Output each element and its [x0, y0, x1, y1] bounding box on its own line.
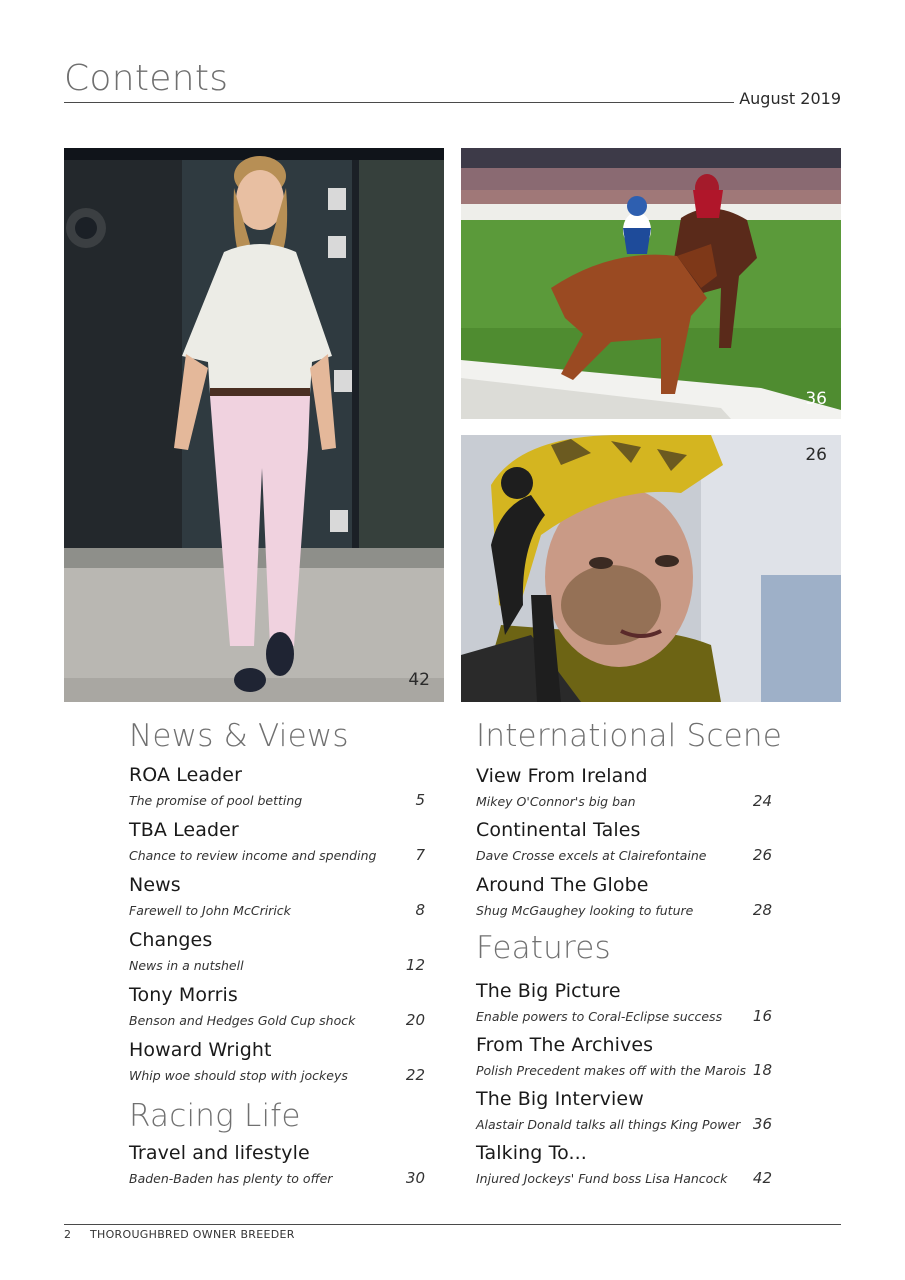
- entry-description: Benson and Hedges Gold Cup shock: [129, 1013, 356, 1028]
- entry-title: Around The Globe: [476, 874, 649, 896]
- contents-entry[interactable]: [129, 984, 425, 1029]
- racing-photo-image: [461, 148, 841, 419]
- entry-page-number: 26: [752, 846, 772, 864]
- entry-page-number: 20: [405, 1011, 425, 1029]
- entry-title: Travel and lifestyle: [129, 1142, 310, 1164]
- entry-description: Chance to review income and spending: [129, 848, 377, 863]
- entry-page-number: 36: [752, 1115, 772, 1133]
- section-heading-international-scene: International Scene: [476, 718, 783, 754]
- contents-entry[interactable]: [129, 1142, 425, 1187]
- entry-description: Whip woe should stop with jockeys: [129, 1068, 348, 1083]
- entry-page-number: 28: [752, 901, 772, 919]
- entry-title: The Big Interview: [476, 1088, 644, 1110]
- entry-description: Injured Jockeys' Fund boss Lisa Hancock: [476, 1171, 728, 1186]
- entry-description: Farewell to John McCririck: [129, 903, 291, 918]
- contents-entry[interactable]: [476, 819, 772, 864]
- entry-title: TBA Leader: [129, 819, 239, 841]
- section-heading-features: Features: [476, 930, 611, 966]
- entry-title: Continental Tales: [476, 819, 641, 841]
- entry-description: The promise of pool betting: [129, 793, 303, 808]
- contents-entry[interactable]: [476, 1142, 772, 1187]
- entry-title: Talking To...: [476, 1142, 587, 1164]
- contents-entry[interactable]: [129, 874, 425, 919]
- racing-photo-page-ref: 36: [805, 389, 827, 409]
- entry-page-number: 16: [752, 1007, 772, 1025]
- entry-page-number: 22: [405, 1066, 425, 1084]
- jockey-photo-page-ref: 26: [805, 445, 827, 465]
- issue-date: August 2019: [739, 89, 841, 108]
- owner-photo[interactable]: [64, 148, 444, 702]
- entry-description: Dave Crosse excels at Clairefontaine: [476, 848, 707, 863]
- entry-title: Changes: [129, 929, 213, 951]
- entry-title: News: [129, 874, 181, 896]
- entry-description: Alastair Donald talks all things King Power: [476, 1117, 741, 1132]
- owner-photo-page-ref: 42: [408, 670, 430, 690]
- entry-page-number: 5: [415, 791, 425, 809]
- entry-description: News in a nutshell: [129, 958, 244, 973]
- contents-entry[interactable]: [476, 765, 772, 810]
- entry-description: Enable powers to Coral-Eclipse success: [476, 1009, 723, 1024]
- entry-description: Shug McGaughey looking to future: [476, 903, 694, 918]
- contents-entry[interactable]: [476, 874, 772, 919]
- entry-description: Polish Precedent makes off with the Marois: [476, 1063, 746, 1078]
- owner-photo-image: [64, 148, 444, 702]
- entry-page-number: 24: [752, 792, 772, 810]
- entry-page-number: 12: [405, 956, 425, 974]
- entry-page-number: 8: [415, 901, 425, 919]
- entry-page-number: 30: [405, 1169, 425, 1187]
- entry-page-number: 42: [752, 1169, 772, 1187]
- section-heading-news-views: News & Views: [129, 718, 349, 754]
- jockey-photo[interactable]: [461, 435, 841, 702]
- entry-description: Baden-Baden has plenty to offer: [129, 1171, 333, 1186]
- contents-entry[interactable]: [129, 1039, 425, 1084]
- entry-page-number: 18: [752, 1061, 772, 1079]
- entry-title: The Big Picture: [476, 980, 621, 1002]
- contents-entry[interactable]: [476, 980, 772, 1025]
- entry-title: ROA Leader: [129, 764, 243, 786]
- contents-entry[interactable]: [476, 1034, 772, 1079]
- racing-photo[interactable]: [461, 148, 841, 419]
- section-heading-racing-life: Racing Life: [129, 1098, 301, 1134]
- footer-divider: [64, 1224, 841, 1225]
- header-divider: [64, 102, 734, 103]
- contents-entry[interactable]: [129, 764, 425, 809]
- entry-title: View From Ireland: [476, 765, 648, 787]
- contents-entry[interactable]: [129, 929, 425, 974]
- entry-description: Mikey O'Connor's big ban: [476, 794, 636, 809]
- contents-entry[interactable]: [129, 819, 425, 864]
- page-title: Contents: [64, 58, 229, 99]
- footer-publication-name: THOROUGHBRED OWNER BREEDER: [90, 1228, 295, 1241]
- footer-page-number: 2: [64, 1228, 71, 1241]
- entry-title: From The Archives: [476, 1034, 654, 1056]
- contents-entry[interactable]: [476, 1088, 772, 1133]
- entry-title: Tony Morris: [129, 984, 238, 1006]
- entry-title: Howard Wright: [129, 1039, 272, 1061]
- jockey-photo-image: [461, 435, 841, 702]
- entry-page-number: 7: [415, 846, 425, 864]
